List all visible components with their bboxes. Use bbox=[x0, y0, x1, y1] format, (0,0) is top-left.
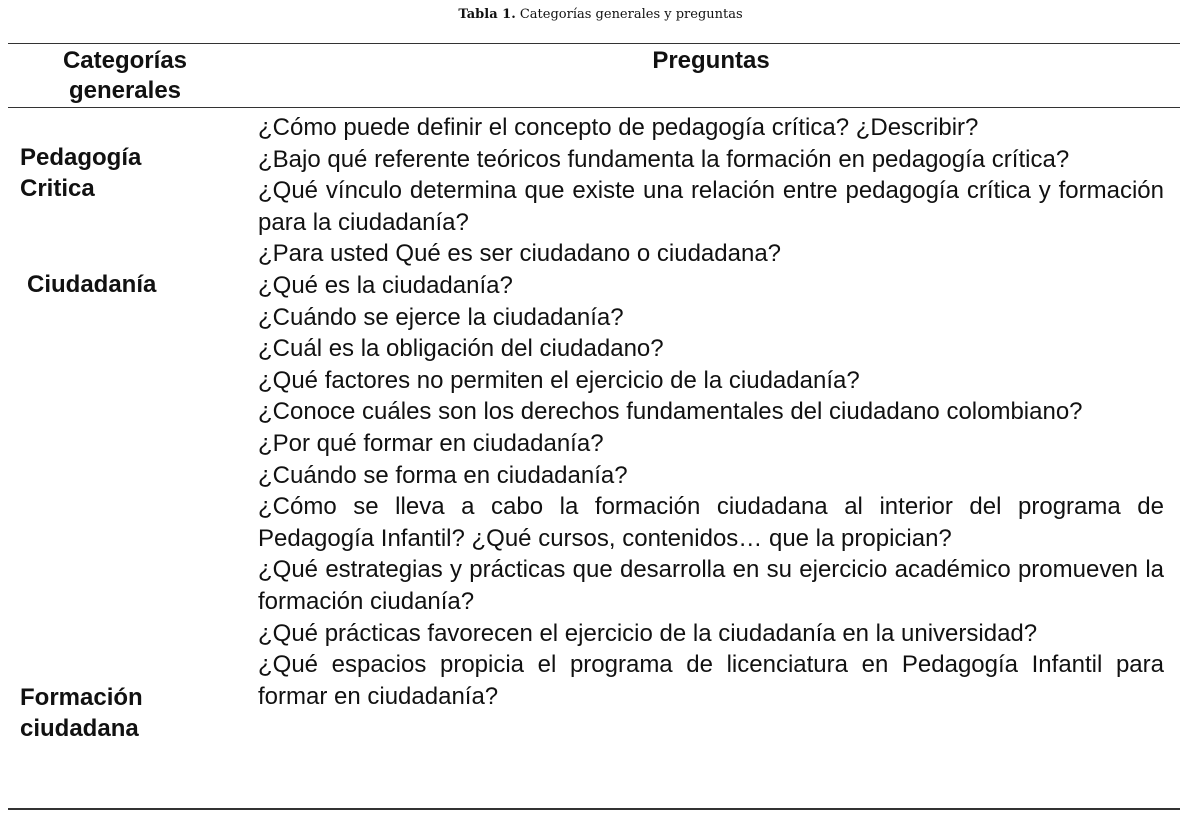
question-item: ¿Qué prácticas favorecen el ejercicio de la ciudadanía en la universidad? bbox=[258, 619, 1038, 647]
table-caption-text: Categorías generales y preguntas bbox=[519, 7, 743, 22]
question-item: ¿Cuál es la obligación del ciudadano? bbox=[258, 335, 664, 363]
table-bottom-rule bbox=[8, 808, 1180, 810]
question-item: ¿Cómo se lleva a cabo la formación ciudadana al interior del programa de Pedagogía Infantil? ¿Qué cursos, contenidos… que la propician? bbox=[258, 493, 1164, 552]
question-item: ¿Qué es la ciudadanía? bbox=[258, 271, 513, 299]
question-item: ¿Qué vínculo determina que existe una relación entre pedagogía crítica y formación para la ciudadanía? bbox=[258, 177, 1164, 236]
question-item: ¿Qué estrategias y prácticas que desarrolla en su ejercicio académico promueven la formación ciudanía? bbox=[258, 556, 1164, 615]
question-item: ¿Qué espacios propicia el programa de licenciatura en Pedagogía Infantil para formar en ciudadanía? bbox=[258, 651, 1164, 710]
question-item: ¿Cuándo se ejerce la ciudadanía? bbox=[258, 303, 624, 331]
table-header-rule bbox=[8, 107, 1180, 108]
question-item: ¿Cómo puede definir el concepto de pedagogía crítica? ¿Describir? bbox=[258, 114, 979, 141]
category-pedagogia-line2: Critica bbox=[20, 175, 95, 202]
category-pedagogia-line1: Pedagogía bbox=[20, 144, 142, 171]
table-caption-label: Tabla 1. bbox=[458, 7, 516, 22]
table-caption bbox=[0, 6, 1201, 24]
category-pedagogia-critica bbox=[20, 142, 240, 204]
question-item: ¿Cuándo se forma en ciudadanía? bbox=[258, 461, 628, 489]
header-categories bbox=[20, 46, 230, 106]
table-top-rule bbox=[8, 43, 1180, 44]
question-item: ¿Para usted Qué es ser ciudadano o ciudadana? bbox=[258, 240, 782, 268]
question-item: ¿Por qué formar en ciudadanía? bbox=[258, 429, 604, 457]
category-ciudadania: Ciudadanía bbox=[27, 271, 157, 298]
question-item: ¿Bajo qué referente teóricos fundamenta la formación en pedagogía crítica? bbox=[258, 145, 1070, 173]
header-categories-line2: generales bbox=[68, 77, 182, 104]
questions-list bbox=[258, 112, 1164, 712]
header-questions: Preguntas bbox=[652, 47, 770, 74]
header-categories-line1: Categorías bbox=[62, 47, 188, 74]
question-item: ¿Conoce cuáles son los derechos fundamentales del ciudadano colombiano? bbox=[258, 398, 1083, 426]
category-formacion-line1: Formación bbox=[20, 684, 143, 711]
question-item: ¿Qué factores no permiten el ejercicio de la ciudadanía? bbox=[258, 366, 860, 394]
category-formacion-line2: ciudadana bbox=[20, 715, 139, 742]
category-formacion-ciudadana bbox=[20, 682, 240, 744]
